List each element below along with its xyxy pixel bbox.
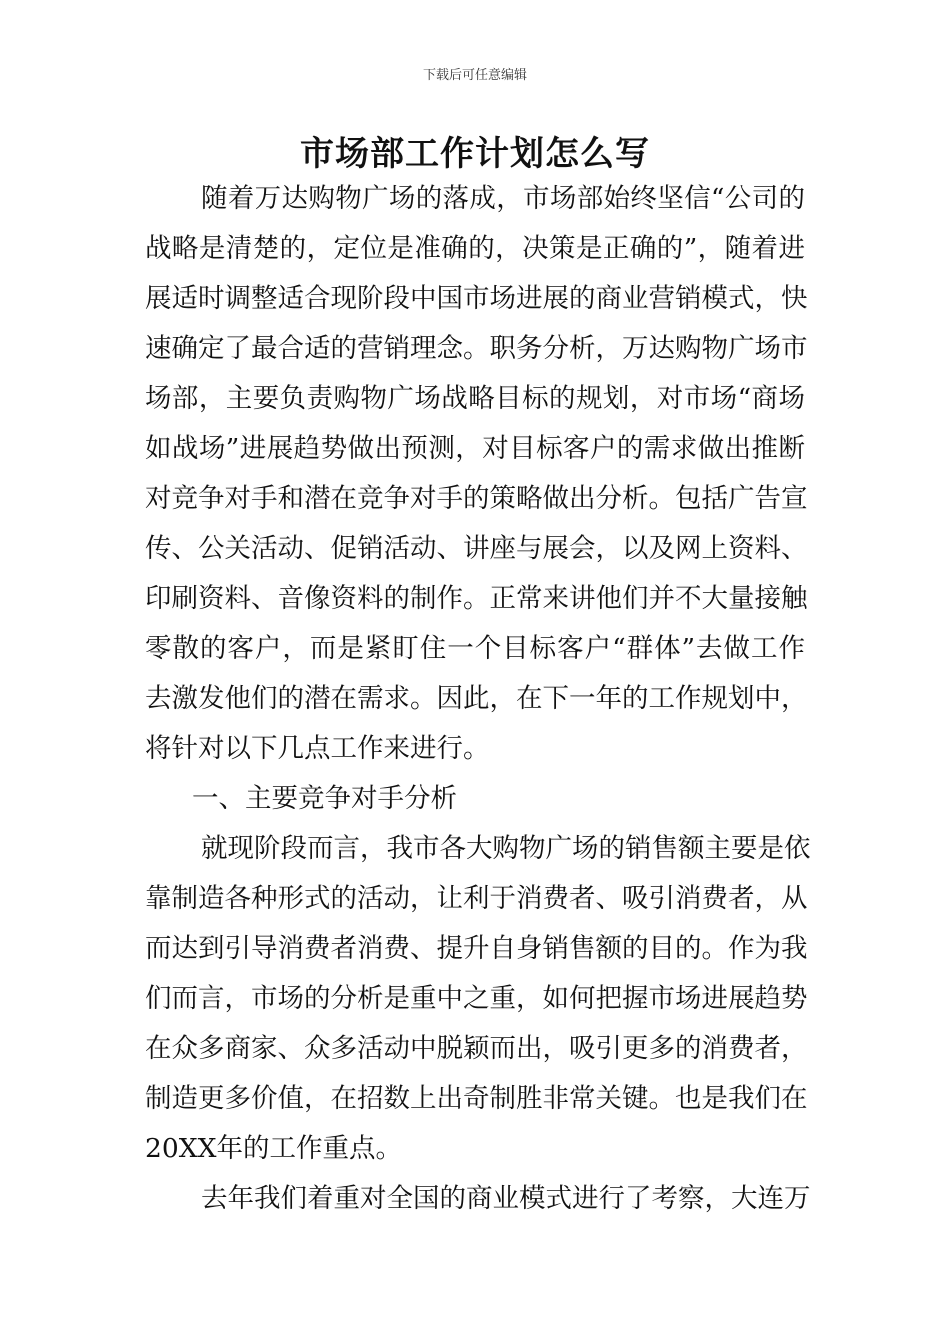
paragraph-line-8: 传、公关活动、促销活动、讲座与展会，以及网上资料、 [145, 533, 808, 564]
paragraph-line-2: 战略是清楚的，定位是准确的，决策是正确的”，随着进 [145, 233, 805, 264]
page-header-note: 下载后可任意编辑 [422, 68, 527, 83]
paragraph-line-4: 速确定了最合适的营销理念。职务分析，万达购物广场市 [145, 333, 808, 364]
paragraph-line-3: 展适时调整适合现阶段中国市场进展的商业营销模式，快 [145, 283, 808, 314]
paragraph-line-15: 而达到引导消费者消费、提升自身销售额的目的。作为我 [145, 933, 808, 964]
paragraph-line-5: 场部，主要负责购物广场战略目标的规划，对市场“商场 [145, 383, 805, 414]
paragraph-line-19: 20XX年的工作重点。 [145, 1133, 402, 1164]
section-heading: 一、主要竞争对手分析 [192, 783, 457, 814]
paragraph-line-6: 如战场”进展趋势做出预测，对目标客户的需求做出推断 [145, 433, 805, 464]
paragraph-line-14: 靠制造各种形式的活动，让利于消费者、吸引消费者，从 [145, 883, 808, 914]
paragraph-line-18: 制造更多价值，在招数上出奇制胜非常关键。也是我们在 [145, 1083, 808, 1114]
paragraph-line-16: 们而言，市场的分析是重中之重，如何把握市场进展趋势 [145, 983, 808, 1014]
paragraph-line-11: 去激发他们的潜在需求。因此，在下一年的工作规划中， [145, 683, 808, 714]
paragraph-line-17: 在众多商家、众多活动中脱颖而出，吸引更多的消费者， [145, 1033, 808, 1064]
paragraph-line-9: 印刷资料、音像资料的制作。正常来讲他们并不大量接触 [145, 583, 808, 614]
paragraph-line-20: 去年我们着重对全国的商业模式进行了考察，大连万 [201, 1183, 811, 1214]
paragraph-line-12: 将针对以下几点工作来进行。 [145, 733, 490, 764]
paragraph-line-10: 零散的客户，而是紧盯住一个目标客户“群体”去做工作 [145, 633, 805, 664]
paragraph-line-1: 随着万达购物广场的落成，市场部始终坚信“公司的 [201, 183, 805, 214]
document-title: 市场部工作计划怎么写 [300, 134, 650, 174]
paragraph-line-13: 就现阶段而言，我市各大购物广场的销售额主要是依 [201, 833, 811, 864]
paragraph-line-7: 对竞争对手和潜在竞争对手的策略做出分析。包括广告宣 [145, 483, 808, 514]
